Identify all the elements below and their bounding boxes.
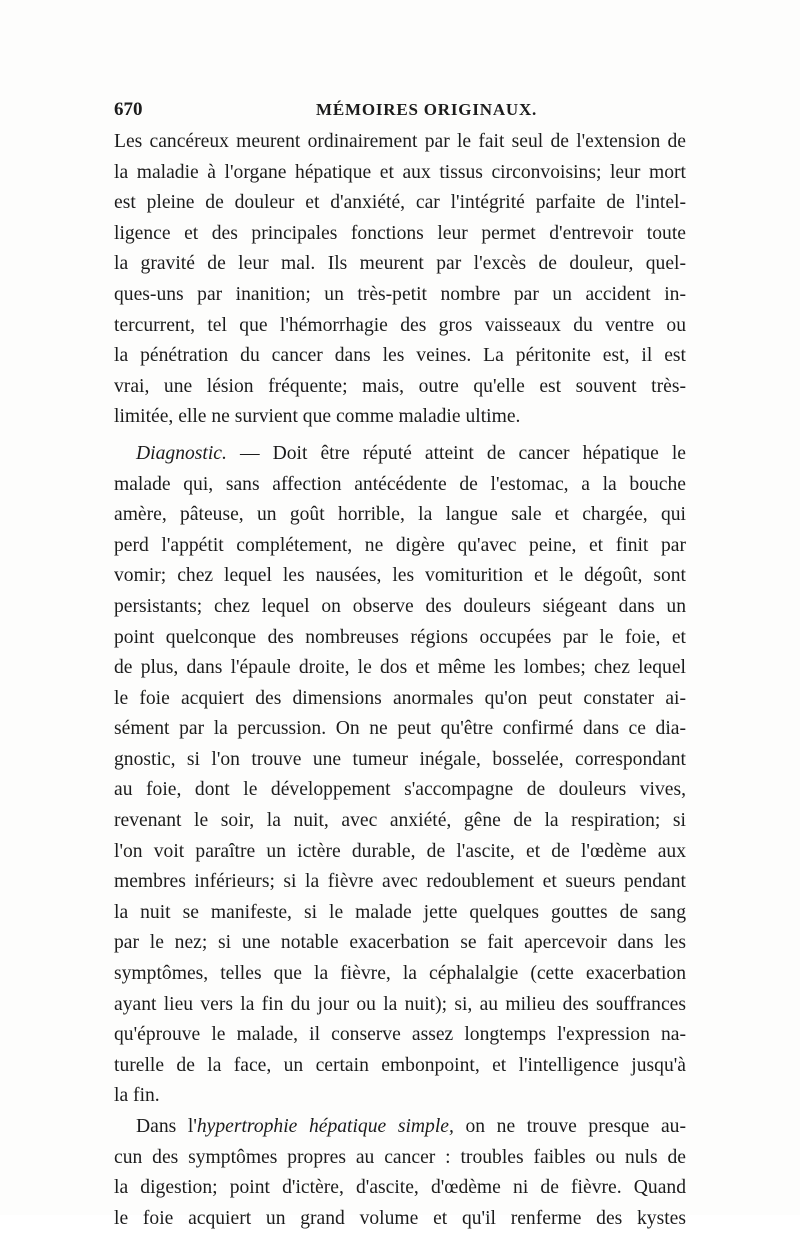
- text-line: [114, 439, 686, 470]
- text-line: la nuit se manifeste, si le malade jette quelques gouttes de sang: [114, 901, 686, 923]
- text-line: symptômes, telles que la fièvre, la céphalalgie (cette exacerbation: [114, 963, 686, 985]
- section-heading-diagnostic: Diagnostic.: [136, 442, 227, 464]
- text-line: perd l'appétit complétement, ne digère qu'avec peine, et finit par: [114, 534, 686, 556]
- text-line: ayant lieu vers la fin du jour ou la nuit); si, au milieu des souffrances: [114, 993, 686, 1015]
- text-line: Les cancéreux meurent ordinairement par le fait seul de l'extension de: [114, 131, 686, 152]
- text-line: au foie, dont le développement s'accompagne de douleurs vives,: [114, 779, 686, 801]
- paragraph-2: [114, 439, 686, 1112]
- text-line: la gravité de leur mal. Ils meurent par l'excès de douleur, quel-: [114, 253, 686, 275]
- text-line: amère, pâteuse, un goût horrible, la langue sale et chargée, qui: [114, 504, 686, 526]
- text-line: [114, 1112, 686, 1143]
- text-line: ques-uns par inanition; un très-petit nombre par un accident in-: [114, 283, 686, 305]
- text-line: l'on voit paraître un ictère durable, de l'ascite, et de l'œdème aux: [114, 840, 686, 862]
- text-line: le foie acquiert des dimensions anormales qu'on peut constater ai-: [114, 687, 686, 709]
- text-line: par le nez; si une notable exacerbation se fait apercevoir dans les: [114, 932, 686, 954]
- text-line: sément par la percussion. On ne peut qu'être confirmé dans ce dia-: [114, 718, 686, 740]
- text-line: le foie acquiert un grand volume et qu'il renferme des kystes: [114, 1207, 686, 1229]
- text-line: est pleine de douleur et d'anxiété, car l'intégrité parfaite de l'intel-: [114, 192, 686, 214]
- text-line: membres inférieurs; si la fièvre avec redoublement et sueurs pendant: [114, 871, 686, 893]
- text-line: tercurrent, tel que l'hémorrhagie des gros vaisseaux du ventre ou: [114, 314, 686, 336]
- running-head: MÉMOIRES ORIGINAUX.: [316, 100, 538, 119]
- page-number: 670: [114, 99, 143, 120]
- paragraph-3: [114, 1112, 686, 1234]
- text-fragment: Dans l': [136, 1116, 197, 1137]
- text-line: vomir; chez lequel les nausées, les vomiturition et le dégoût, sont: [114, 565, 686, 587]
- text-line: turelle de la face, un certain embonpoint, et l'intelligence jusqu'à: [114, 1054, 686, 1076]
- text-line: vrai, une lésion fréquente; mais, outre qu'elle est souvent très-: [114, 375, 686, 397]
- paragraph-1: [114, 127, 686, 433]
- page-header: [114, 98, 688, 122]
- text-line: malade qui, sans affection antécédente de l'estomac, a la bouche: [114, 473, 686, 495]
- text-line: revenant le soir, la nuit, avec anxiété, gêne de la respiration; si: [114, 810, 686, 832]
- text-line: gnostic, si l'on trouve une tumeur inégale, bosselée, correspondant: [114, 748, 686, 770]
- text-line: la fin.: [114, 1085, 160, 1107]
- text-line: limitée, elle ne survient que comme maladie ultime.: [114, 406, 521, 428]
- text-line: la maladie à l'organe hépatique et aux tissus circonvoisins; leur mort: [114, 161, 686, 183]
- text-line: ligence et des principales fonctions leur permet d'entrevoir toute: [114, 222, 686, 244]
- text-line: de plus, dans l'épaule droite, le dos et même les lombes; chez lequel: [114, 657, 686, 679]
- text-fragment: on ne trouve presque au-: [453, 1116, 686, 1137]
- italic-term: hypertrophie hépatique simple,: [196, 1116, 454, 1137]
- text-line: la pénétration du cancer dans les veines. La péritonite est, il est: [114, 345, 686, 367]
- text-line: persistants; chez lequel on observe des douleurs siégeant dans un: [114, 595, 686, 617]
- text-line: qu'éprouve le malade, il conserve assez longtemps l'expression na-: [114, 1024, 686, 1046]
- text-fragment: — Doit être réputé atteint de cancer hépatique le: [226, 442, 686, 464]
- body-text: [114, 127, 686, 1234]
- text-line: cun des symptômes propres au cancer : troubles faibles ou nuls de: [114, 1146, 686, 1168]
- text-line: la digestion; point d'ictère, d'ascite, d'œdème ni de fièvre. Quand: [114, 1177, 686, 1199]
- text-line: point quelconque des nombreuses régions occupées par le foie, et: [114, 626, 686, 648]
